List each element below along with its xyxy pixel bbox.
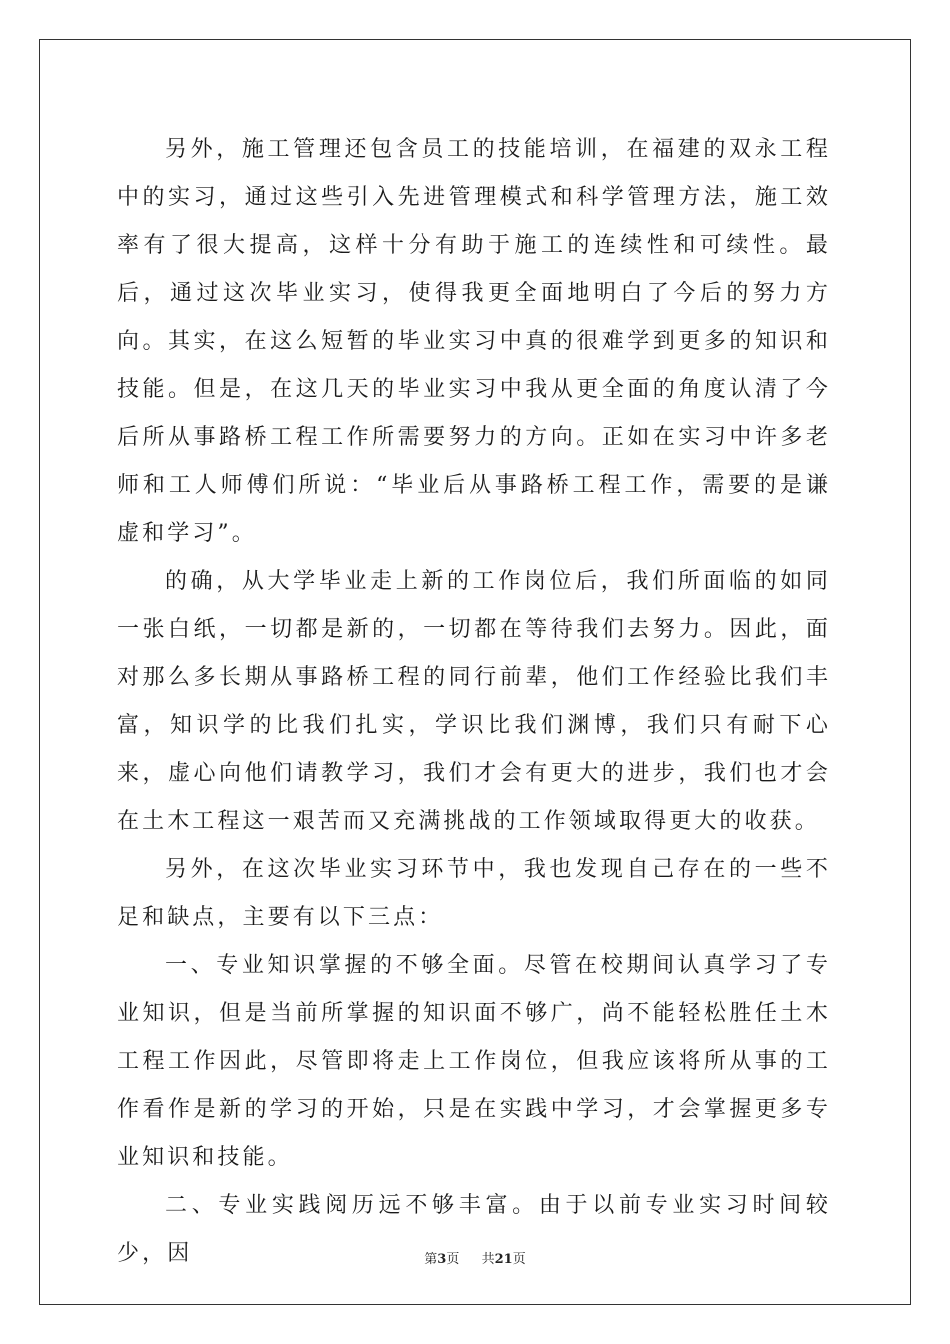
total-label-prefix: 共 [481, 1252, 495, 1267]
document-body [117, 126, 831, 1278]
paragraph-2: 的确，从大学毕业走上新的工作岗位后，我们所面临的如同一张白纸，一切都是新的，一切都在等待我们去努力。因此，面对那么多长期从事路桥工程的同行前辈，他们工作经验比我们丰富，知识学的比我们扎实，学识比我们渊博，我们只有耐下心来，虚心向他们请教学习，我们才会有更大的进步，我们也才会在土木工程这一艰苦而又充满挑战的工作领域取得更大的收获。 [117, 569, 831, 834]
paragraph-1: 另外，施工管理还包含员工的技能培训，在福建的双永工程中的实习，通过这些引入先进管理模式和科学管理方法，施工效率有了很大提高，这样十分有助于施工的连续性和可续性。最后，通过这次毕业实习，使得我更全面地明白了今后的努力方向。其实，在这么短暂的毕业实习中真的很难学到更多的知识和技能。但是，在这几天的毕业实习中我从更全面的角度认清了今后所从事路桥工程工作所需要努力的方向。正如在实习中许多老师和工人师傅们所说：“毕业后从事路桥工程工作，需要的是谦虚和学习”。 [117, 137, 831, 546]
total-page-count: 21 [494, 1252, 513, 1267]
total-label-suffix: 页 [512, 1252, 526, 1267]
page-label-prefix: 第 [424, 1252, 438, 1267]
paragraph-5: 二、专业实践阅历远不够丰富。由于以前专业实习时间较少，因 [117, 1193, 831, 1266]
page-label-suffix: 页 [446, 1252, 460, 1267]
paragraph-3: 另外，在这次毕业实习环节中，我也发现自己存在的一些不足和缺点，主要有以下三点： [117, 857, 831, 930]
page-footer [0, 1248, 950, 1267]
paragraph-4: 一、专业知识掌握的不够全面。尽管在校期间认真学习了专业知识，但是当前所掌握的知识面不够广，尚不能轻松胜任土木工程工作因此，尽管即将走上工作岗位，但我应该将所从事的工作看作是新的学习的开始，只是在实践中学习，才会掌握更多专业知识和技能。 [117, 953, 831, 1170]
current-page-number: 3 [437, 1252, 447, 1267]
